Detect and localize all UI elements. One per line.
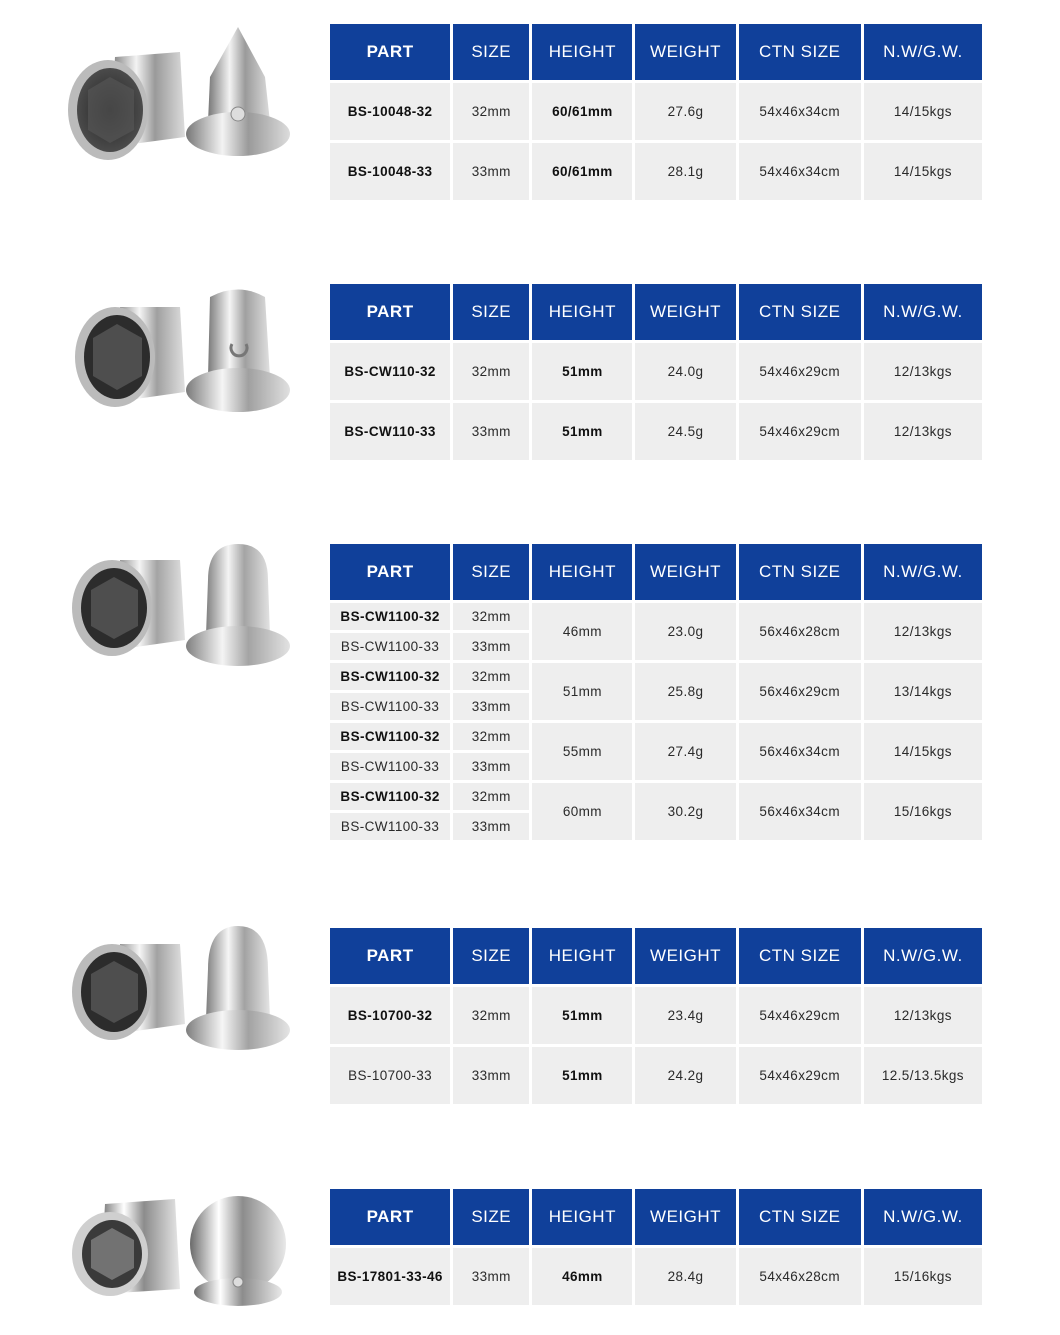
cell-size: 32mm [453,603,529,630]
cell-height: 51mm [532,987,632,1044]
cell-part: BS-CW1100-33 [330,633,450,660]
header-ctn-size: CTN SIZE [739,24,861,80]
cell-size: 33mm [453,143,529,200]
cell-weight: 23.0g [635,603,735,660]
cell-part: BS-10048-32 [330,83,450,140]
cell-size: 32mm [453,723,529,750]
cell-part: BS-CW1100-32 [330,783,450,810]
cell-ctn-size: 56x46x34cm [739,783,861,840]
header-part: PART [330,1189,450,1245]
cell-size: 32mm [453,663,529,690]
cell-weight: 24.0g [635,343,735,400]
spec-table-4 [327,925,985,1107]
header-size: SIZE [453,24,529,80]
cell-nw-gw: 12.5/13.5kgs [864,1047,982,1104]
cell-height: 51mm [532,1047,632,1104]
cell-nw-gw: 14/15kgs [864,723,982,780]
table-header-row [330,1189,982,1245]
cell-height: 51mm [532,343,632,400]
table-header-row [330,544,982,600]
table-row [330,783,982,810]
hex-nut-cap-flat-icon [60,282,300,422]
header-height: HEIGHT [532,544,632,600]
header-nw-gw: N.W/G.W. [864,284,982,340]
cell-height: 46mm [532,1248,632,1305]
header-weight: WEIGHT [635,1189,735,1245]
cell-nw-gw: 14/15kgs [864,83,982,140]
table-row [330,1047,982,1104]
spec-table-3 [327,541,985,843]
spec-table-2 [327,281,985,463]
table-header-row [330,284,982,340]
header-height: HEIGHT [532,928,632,984]
cell-weight: 27.6g [635,83,735,140]
table-row [330,987,982,1044]
cell-size: 33mm [453,1047,529,1104]
cell-weight: 28.4g [635,1248,735,1305]
table-row [330,663,982,690]
cell-height: 51mm [532,403,632,460]
cell-size: 33mm [453,1248,529,1305]
cell-height: 60/61mm [532,83,632,140]
cell-nw-gw: 15/16kgs [864,1248,982,1305]
cell-weight: 27.4g [635,723,735,780]
cell-size: 33mm [453,403,529,460]
cell-weight: 24.2g [635,1047,735,1104]
cell-weight: 25.8g [635,663,735,720]
table-row [330,723,982,750]
cell-ctn-size: 54x46x34cm [739,83,861,140]
cell-part: BS-CW1100-32 [330,603,450,630]
cell-size: 33mm [453,693,529,720]
header-size: SIZE [453,1189,529,1245]
header-ctn-size: CTN SIZE [739,1189,861,1245]
header-height: HEIGHT [532,1189,632,1245]
cell-part: BS-10700-33 [330,1047,450,1104]
spec-table-5 [327,1186,985,1308]
cell-nw-gw: 12/13kgs [864,987,982,1044]
header-weight: WEIGHT [635,24,735,80]
header-part: PART [330,24,450,80]
header-nw-gw: N.W/G.W. [864,544,982,600]
hex-nut-cap-dome-icon [60,540,300,670]
table-header-row [330,928,982,984]
cell-ctn-size: 56x46x34cm [739,723,861,780]
cell-part: BS-CW1100-32 [330,723,450,750]
cell-ctn-size: 56x46x29cm [739,663,861,720]
cell-part: BS-CW110-32 [330,343,450,400]
hex-nut-cap-acorn-icon [60,924,300,1054]
cell-part: BS-CW1100-33 [330,753,450,780]
cell-weight: 28.1g [635,143,735,200]
cell-nw-gw: 15/16kgs [864,783,982,840]
cell-ctn-size: 54x46x28cm [739,1248,861,1305]
cell-ctn-size: 54x46x34cm [739,143,861,200]
header-weight: WEIGHT [635,284,735,340]
cell-weight: 23.4g [635,987,735,1044]
spec-table-1 [327,21,985,203]
table-row [330,83,982,140]
cell-size: 33mm [453,753,529,780]
header-nw-gw: N.W/G.W. [864,1189,982,1245]
cell-nw-gw: 12/13kgs [864,603,982,660]
hex-nut-cap-chrome-dome-icon [60,1184,300,1314]
cell-part: BS-17801-33-46 [330,1248,450,1305]
header-height: HEIGHT [532,284,632,340]
cell-nw-gw: 12/13kgs [864,403,982,460]
cell-ctn-size: 56x46x28cm [739,603,861,660]
cell-part: BS-10700-32 [330,987,450,1044]
hex-nut-cap-spiked-icon [60,22,300,172]
header-part: PART [330,544,450,600]
cell-height: 55mm [532,723,632,780]
cell-ctn-size: 54x46x29cm [739,987,861,1044]
header-height: HEIGHT [532,24,632,80]
header-size: SIZE [453,284,529,340]
table-row [330,403,982,460]
cell-height: 60mm [532,783,632,840]
header-nw-gw: N.W/G.W. [864,24,982,80]
header-size: SIZE [453,928,529,984]
cell-part: BS-CW1100-32 [330,663,450,690]
cell-size: 33mm [453,633,529,660]
cell-part: BS-CW1100-33 [330,813,450,840]
header-ctn-size: CTN SIZE [739,544,861,600]
header-weight: WEIGHT [635,544,735,600]
header-ctn-size: CTN SIZE [739,284,861,340]
header-part: PART [330,928,450,984]
header-ctn-size: CTN SIZE [739,928,861,984]
header-part: PART [330,284,450,340]
table-row [330,603,982,630]
header-size: SIZE [453,544,529,600]
cell-size: 33mm [453,813,529,840]
cell-nw-gw: 12/13kgs [864,343,982,400]
cell-size: 32mm [453,783,529,810]
cell-height: 46mm [532,603,632,660]
cell-part: BS-CW1100-33 [330,693,450,720]
cell-height: 60/61mm [532,143,632,200]
cell-size: 32mm [453,343,529,400]
cell-size: 32mm [453,83,529,140]
cell-part: BS-CW110-33 [330,403,450,460]
cell-nw-gw: 13/14kgs [864,663,982,720]
table-row [330,143,982,200]
table-row [330,343,982,400]
cell-weight: 24.5g [635,403,735,460]
table-header-row [330,24,982,80]
cell-weight: 30.2g [635,783,735,840]
cell-ctn-size: 54x46x29cm [739,1047,861,1104]
header-nw-gw: N.W/G.W. [864,928,982,984]
header-weight: WEIGHT [635,928,735,984]
table-row [330,1248,982,1305]
cell-size: 32mm [453,987,529,1044]
cell-ctn-size: 54x46x29cm [739,343,861,400]
cell-ctn-size: 54x46x29cm [739,403,861,460]
cell-nw-gw: 14/15kgs [864,143,982,200]
cell-height: 51mm [532,663,632,720]
cell-part: BS-10048-33 [330,143,450,200]
